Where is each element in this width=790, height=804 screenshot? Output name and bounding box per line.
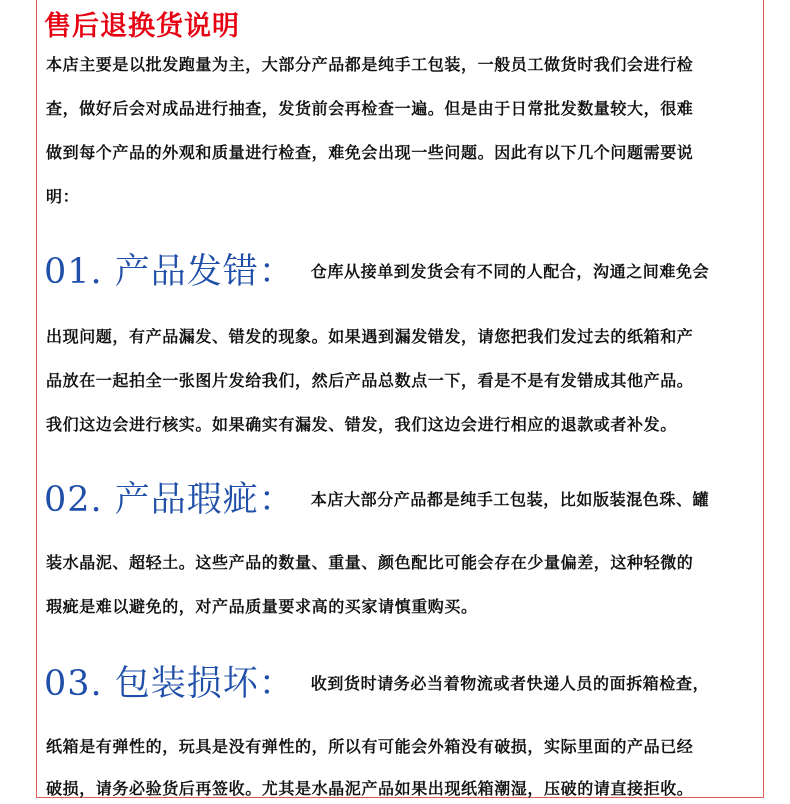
section-first-line: 收到货时请务必当着物流或者快递人员的面拆箱检查， bbox=[310, 674, 710, 693]
section-line: 品放在一起拍全一张图片发给我们，然后产品总数点一下，看是不是有发错成其他产品。 bbox=[46, 371, 694, 390]
section-line: 装水晶泥、超轻土。这些产品的数量、重量、颜色配比可能会存在少量偏差，这种轻微的 bbox=[46, 553, 694, 572]
section-heading: 03. 包装损坏： bbox=[44, 664, 295, 704]
section-heading-row bbox=[44, 656, 709, 706]
section-heading-row bbox=[44, 244, 709, 294]
section-first-line: 仓库从接单到发货会有不同的人配合，沟通之间难免会 bbox=[310, 262, 710, 281]
section-heading: 01. 产品发错： bbox=[44, 252, 295, 292]
section-line: 纸箱是有弹性的，玩具是没有弹性的，所以有可能会外箱没有破损，实际里面的产品已经 bbox=[46, 737, 694, 756]
intro-line: 做到每个产品的外观和质量进行检查，难免会出现一些问题。因此有以下几个问题需要说 bbox=[46, 143, 694, 162]
page-title: 售后退换货说明 bbox=[44, 11, 240, 42]
intro-line: 明： bbox=[46, 187, 80, 206]
section-line: 破损，请务必验货后再签收。尤其是水晶泥产品如果出现纸箱潮湿，压破的请直接拒收。 bbox=[46, 779, 694, 798]
section-line: 出现问题，有产品漏发、错发的现象。如果遇到漏发错发，请您把我们发过去的纸箱和产 bbox=[46, 327, 694, 346]
section-line: 我们这边会进行核实。如果确实有漏发、错发，我们这边会进行相应的退款或者补发。 bbox=[46, 415, 677, 434]
intro-line: 查，做好后会对成品进行抽查，发货前会再检查一遍。但是由于日常批发数量较大，很难 bbox=[46, 99, 694, 118]
section-line: 瑕疵是难以避免的，对产品质量要求高的买家请慎重购买。 bbox=[46, 597, 478, 616]
section-first-line: 本店大部分产品都是纯手工包装，比如版装混色珠、罐 bbox=[310, 490, 710, 509]
section-heading-row bbox=[44, 472, 709, 522]
intro-line: 本店主要是以批发跑量为主，大部分产品都是纯手工包装，一般员工做货时我们会进行检 bbox=[46, 55, 694, 74]
section-heading: 02. 产品瑕疵： bbox=[44, 480, 295, 520]
